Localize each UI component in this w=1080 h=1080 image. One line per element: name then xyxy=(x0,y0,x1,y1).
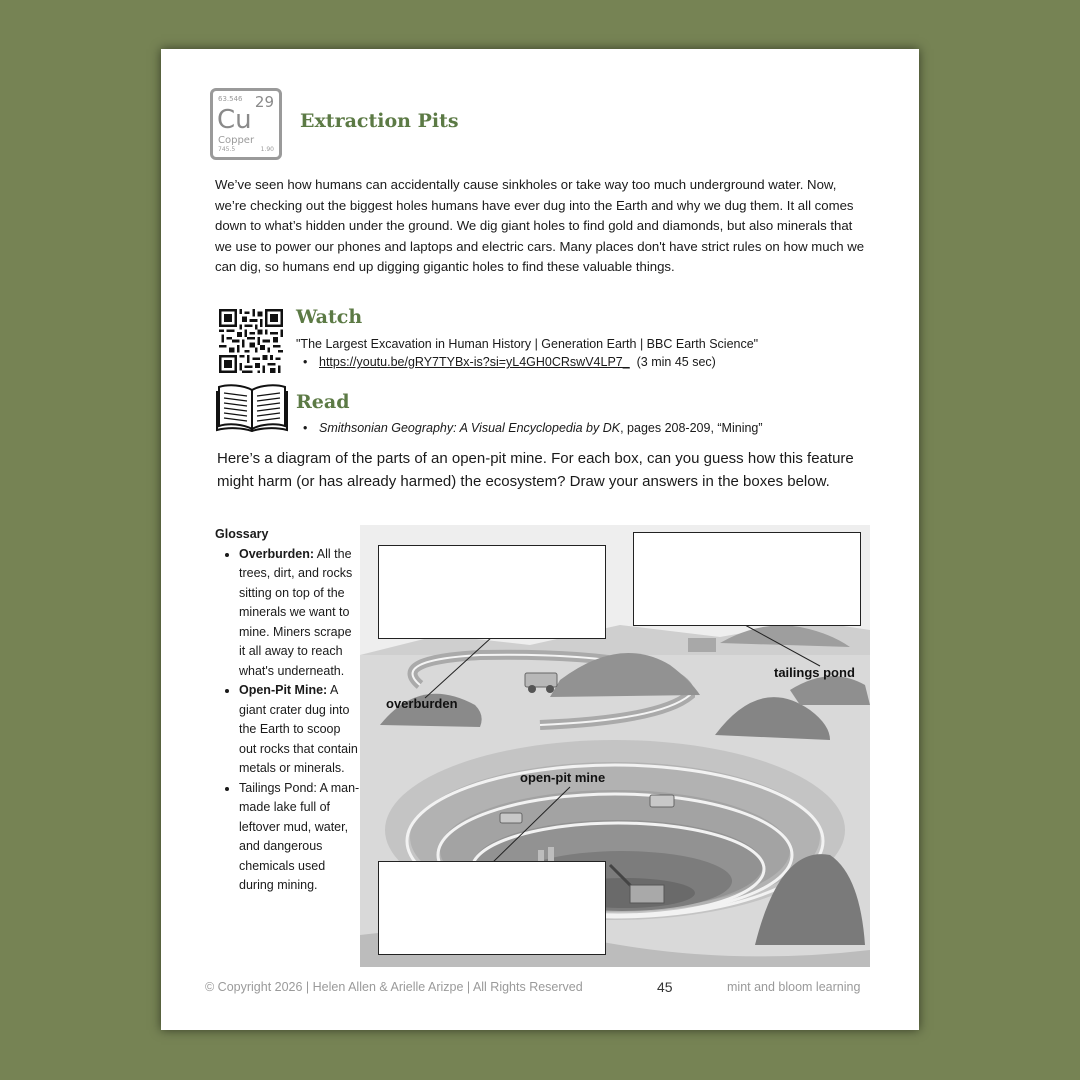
footer-copyright: © Copyright 2026 | Helen Allen & Arielle Arizpe | All Rights Reserved xyxy=(205,980,583,994)
worksheet-page xyxy=(161,49,919,1030)
glossary-heading: Glossary xyxy=(215,527,269,541)
overburden-label: overburden xyxy=(386,696,458,711)
element-stat-left: 745.5 xyxy=(218,146,236,153)
video-link-item: • https://youtu.be/gRY7TYBx-is?si=yL4GH0CRswV4LP7_ (3 min 45 sec) xyxy=(303,355,716,369)
open-pit-mine-answer-box[interactable] xyxy=(378,861,606,955)
atomic-number: 29 xyxy=(254,93,274,111)
element-name: Copper xyxy=(218,135,255,146)
glossary-item-overburden: • Overburden: All the trees, dirt, and rocks sitting on top of the minerals we want to mine. Miners scrape it all away to reach what's underneath. xyxy=(239,545,360,682)
video-duration: (3 min 45 sec) xyxy=(636,355,716,369)
intro-paragraph: We’ve seen how humans can accidentally cause sinkholes or take way too much underground water. Now, we’re checking out the biggest holes humans have ever dug into the Earth and why we dug them. It all comes down to what’s hidden under the ground. We dig giant holes to find gold and diamonds, but also minerals that we use to power our phones and laptops and electric cars. Many places don't have strict rules on how much we can dig, so humans end up digging gigantic holes to find these valuable things. xyxy=(215,177,865,274)
read-heading: Read xyxy=(296,391,350,413)
book-reference-item: • Smithsonian Geography: A Visual Encyclopedia by DK, pages 208-209, “Mining” xyxy=(303,421,763,435)
video-title: "The Largest Excavation in Human History | Generation Earth | BBC Earth Science" xyxy=(296,337,759,351)
footer-brand: mint and bloom learning xyxy=(727,980,861,994)
copper-element-tile xyxy=(210,88,282,160)
glossary-item-tailings-pond: • Tailings Pond: A man-made lake full of leftover mud, water, and dangerous chemicals used during mining. xyxy=(239,779,360,896)
book-title: Smithsonian Geography: A Visual Encyclopedia by DK xyxy=(319,421,621,435)
page-number: 45 xyxy=(657,979,673,995)
watch-heading: Watch xyxy=(296,306,363,328)
glossary-item-open-pit-mine: • Open-Pit Mine: A giant crater dug into the Earth to scoop out rocks that contain metals or minerals. xyxy=(239,681,360,779)
atomic-mass: 63.546 xyxy=(218,95,243,103)
tailings-pond-label: tailings pond xyxy=(774,665,855,680)
overburden-answer-box[interactable] xyxy=(378,545,606,639)
glossary xyxy=(215,525,360,896)
tailings-pond-answer-box[interactable] xyxy=(633,532,861,626)
open-book-icon xyxy=(215,382,289,432)
book-pages: , pages 208-209, “Mining” xyxy=(620,421,763,435)
video-link[interactable]: https://youtu.be/gRY7TYBx-is?si=yL4GH0CRswV4LP7_ xyxy=(319,355,630,369)
diagram-instructions: Here’s a diagram of the parts of an open-pit mine. For each box, can you guess how this feature might harm (or has already harmed) the ecosystem? Draw your answers in the boxes below. xyxy=(217,450,854,490)
open-pit-mine-label: open-pit mine xyxy=(520,770,606,785)
element-stat-right: 1.90 xyxy=(260,146,274,153)
element-symbol: Cu xyxy=(217,105,252,135)
qr-code-icon xyxy=(219,309,283,373)
page-title: Extraction Pits xyxy=(300,110,459,132)
open-pit-mine-diagram xyxy=(360,525,870,967)
